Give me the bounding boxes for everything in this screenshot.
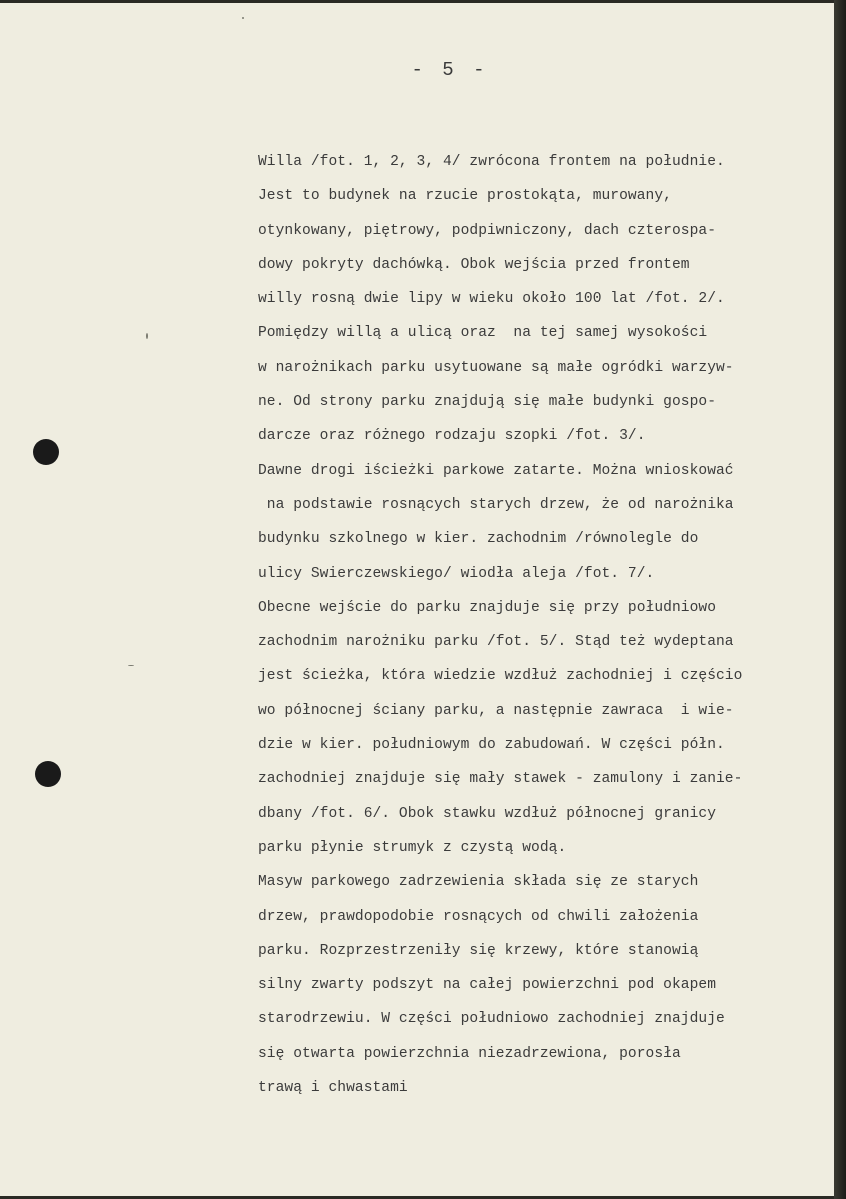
- text-line: jest ścieżka, która wiedzie wzdłuż zachodniej i częścio: [258, 668, 743, 685]
- text-line: Dawne drogi iścieżki parkowe zatarte. Można wnioskować: [258, 462, 734, 479]
- text-line: na podstawie rosnących starych drzew, że od narożnika: [258, 496, 734, 513]
- text-line: parku. Rozprzestrzeniły się krzewy, które stanowią: [258, 942, 699, 959]
- text-line: dowy pokryty dachówką. Obok wejścia przed frontem: [258, 256, 690, 273]
- page-number: - 5 -: [411, 59, 489, 81]
- text-line: wo północnej ściany parku, a następnie zawraca i wie-: [258, 702, 734, 719]
- text-line: drzew, prawdopodobie rosnących od chwili założenia: [258, 908, 699, 925]
- text-line: Pomiędzy willą a ulicą oraz na tej samej wysokości: [258, 325, 708, 342]
- body-text: [258, 145, 818, 1105]
- text-line: Willa /fot. 1, 2, 3, 4/ zwrócona frontem na południe.: [258, 154, 725, 170]
- text-line: się otwarta powierzchnia niezadrzewiona, porosła: [258, 1045, 681, 1062]
- text-line: zachodnim narożniku parku /fot. 5/. Stąd też wydeptana: [258, 634, 734, 651]
- text-line: otynkowany, piętrowy, podpiwniczony, dach czterospa-: [258, 222, 716, 239]
- document-page: [0, 3, 834, 1196]
- text-line: silny zwarty podszyt na całej powierzchni pod okapem: [258, 977, 716, 994]
- text-line: ne. Od strony parku znajdują się małe budynki gospo-: [258, 394, 716, 411]
- text-line: Obecne wejście do parku znajduje się przy południowo: [258, 599, 716, 616]
- text-line: w narożnikach parku usytuowane są małe ogródki warzyw-: [258, 359, 734, 376]
- binder-hole-top: [33, 439, 59, 465]
- text-line: Masyw parkowego zadrzewienia składa się ze starych: [258, 874, 699, 891]
- text-line: Jest to budynek na rzucie prostokąta, murowany,: [258, 188, 672, 205]
- text-line: dbany /fot. 6/. Obok stawku wzdłuż północnej granicy: [258, 805, 716, 822]
- scan-edge: [834, 0, 846, 1199]
- text-line: trawą i chwastami: [258, 1080, 408, 1097]
- text-line: starodrzewiu. W części południowo zachodniej znajduje: [258, 1011, 725, 1028]
- text-line: zachodniej znajduje się mały stawek - zamulony i zanie-: [258, 771, 743, 788]
- text-line: budynku szkolnego w kier. zachodnim /równolegle do: [258, 531, 699, 548]
- paper-speck: [128, 665, 134, 666]
- text-line: dzie w kier. południowym do zabudowań. W części półn.: [258, 737, 725, 754]
- text-line: parku płynie strumyk z czystą wodą.: [258, 839, 567, 856]
- paper-speck: [242, 17, 244, 19]
- paper-speck: [146, 333, 148, 339]
- text-line: willy rosną dwie lipy w wieku około 100 lat /fot. 2/.: [258, 291, 725, 308]
- text-line: darcze oraz różnego rodzaju szopki /fot. 3/.: [258, 428, 646, 445]
- text-line: ulicy Swierczewskiego/ wiodła aleja /fot. 7/.: [258, 565, 655, 582]
- binder-hole-bottom: [35, 761, 61, 787]
